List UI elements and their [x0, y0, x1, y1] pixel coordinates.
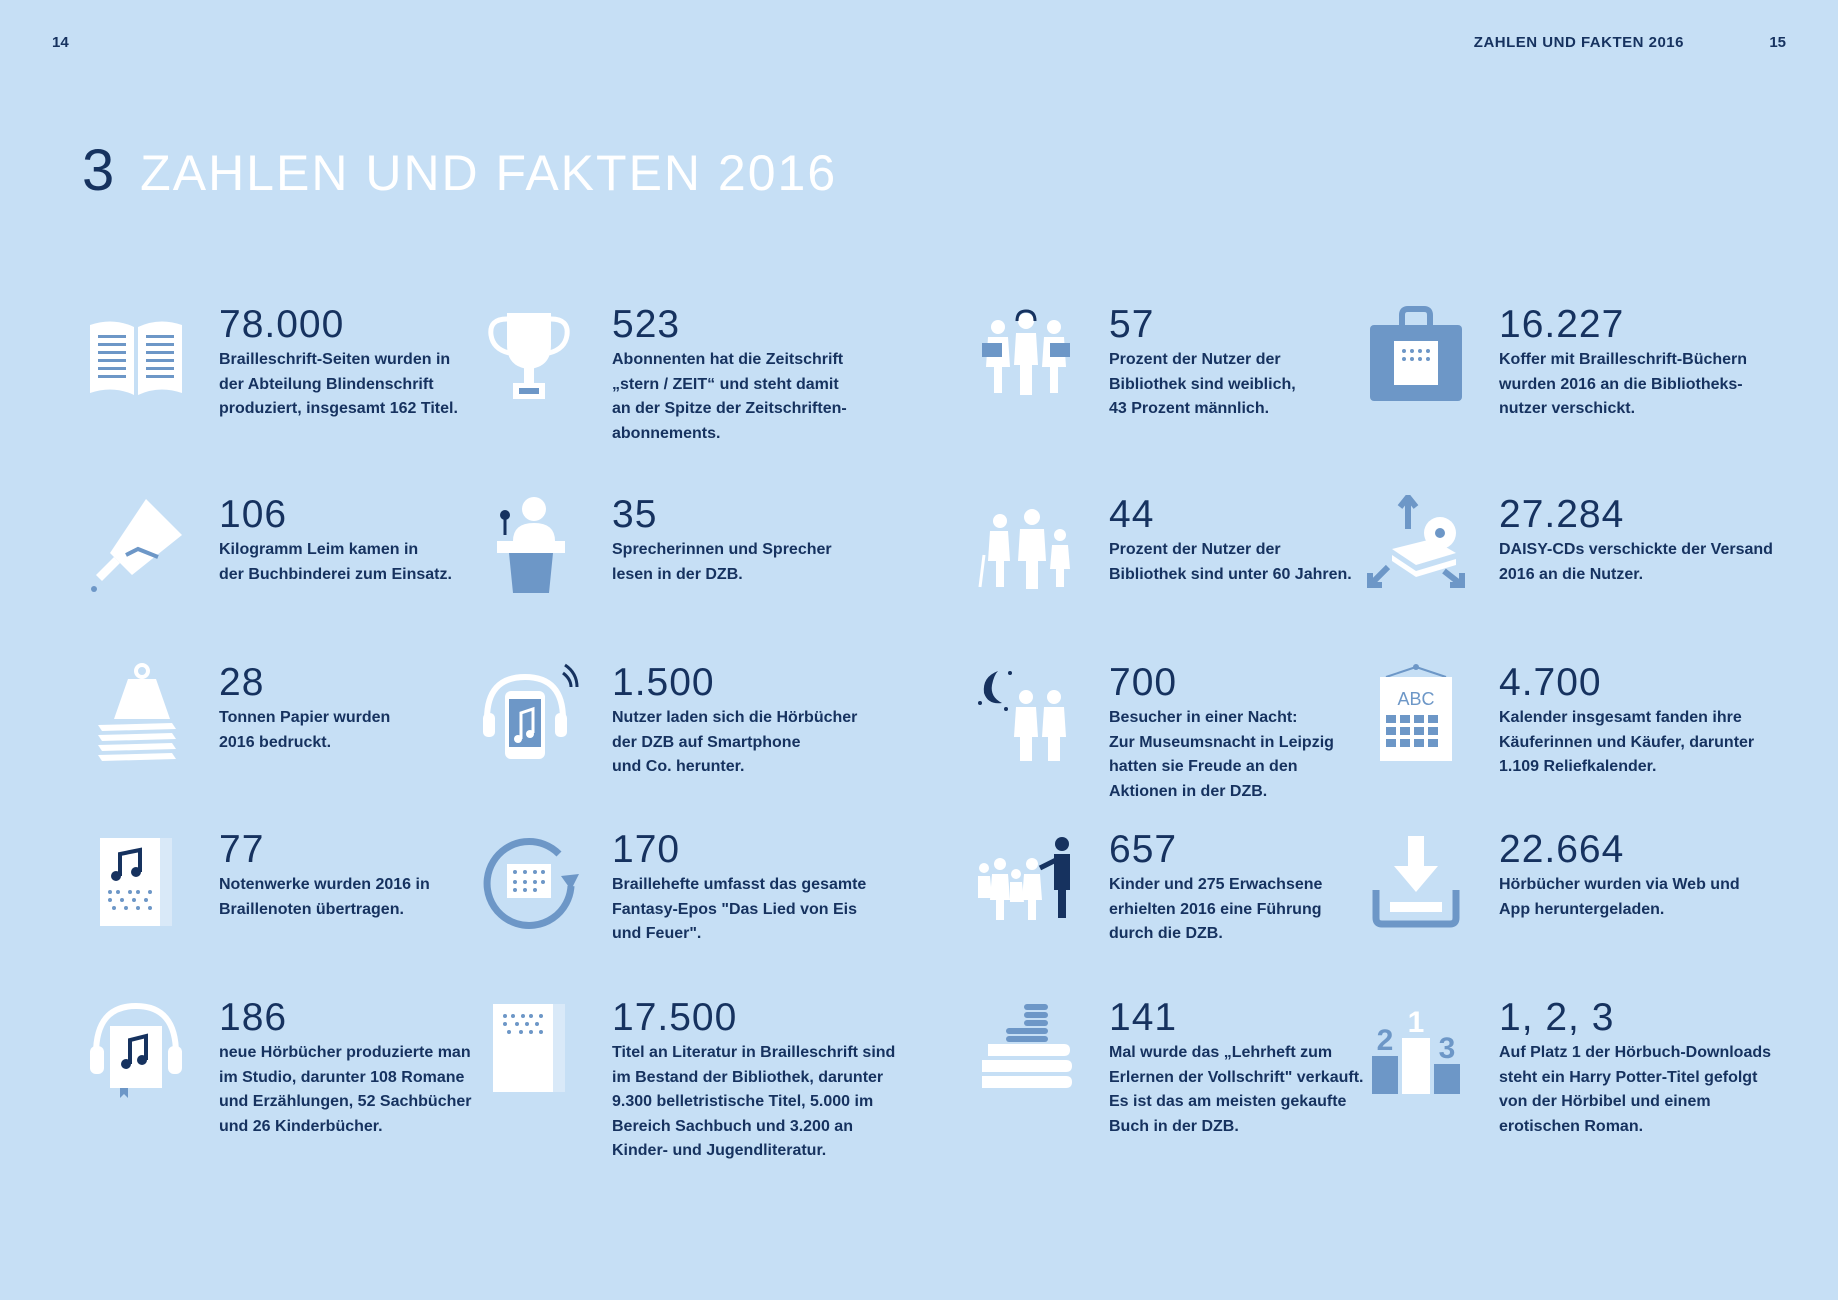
fact-number: 523 [612, 303, 681, 346]
fact-number: 170 [612, 828, 681, 871]
page-number-right: 15 [1769, 34, 1786, 51]
download-icon [1366, 830, 1466, 930]
glue-tube-icon [86, 495, 186, 595]
fact-number: 106 [219, 493, 288, 536]
fact-text: neue Hörbücher produzierte man im Studio, darunter 108 Romane und Erzählungen, 52 Sachbücher und 26 Kinderbücher. [219, 1044, 472, 1135]
fact-text: DAISY-CDs verschickte der Versand 2016 an die Nutzer. [1499, 541, 1773, 583]
fact-text: Kinder und 275 Erwachsene erhielten 2016 eine Führung durch die DZB. [1109, 876, 1323, 943]
family-generations-icon [976, 495, 1076, 595]
guided-tour-icon [976, 830, 1076, 930]
fact-number: 78.000 [219, 303, 345, 346]
audiobook-headphones-icon [86, 998, 186, 1098]
circular-braille-icon [479, 830, 579, 930]
trophy-icon [479, 305, 579, 405]
svg-text:2: 2 [1376, 1024, 1394, 1057]
fact-text: Braillehefte umfasst das gesamte Fantasy-Epos "Das Lied von Eis und Feuer". [612, 876, 867, 943]
fact-number: 16.227 [1499, 303, 1625, 346]
cd-shipping-icon [1366, 495, 1466, 595]
smartphone-headphones-icon [479, 663, 579, 763]
fact-number: 657 [1109, 828, 1178, 871]
fact-number: 77 [219, 828, 265, 871]
podium-ranking-icon [1366, 998, 1466, 1098]
fact-text: Kilogramm Leim kamen in der Buchbinderei zum Einsatz. [219, 541, 452, 583]
fact-number: 35 [612, 493, 658, 536]
suitcase-book-icon [1366, 305, 1466, 405]
speaker-podium-icon [479, 495, 579, 595]
fact-text: Notenwerke wurden 2016 in Braillenoten übertragen. [219, 876, 430, 918]
fact-text: Tonnen Papier wurden 2016 bedruckt. [219, 709, 391, 751]
books-coins-icon [976, 998, 1076, 1098]
fact-number: 57 [1109, 303, 1155, 346]
fact-text: Mal wurde das „Lehrheft zum Erlernen der Vollschrift" verkauft. Es ist das am meisten gekaufte Buch in der DZB. [1109, 1044, 1364, 1135]
fact-number: 17.500 [612, 996, 738, 1039]
svg-text:3: 3 [1438, 1032, 1456, 1065]
fact-text: Abonnenten hat die Zeitschrift „stern / ZEIT“ und steht damit an der Spitze der Zeitschriften- abonnements. [612, 351, 847, 442]
calendar-icon [1366, 663, 1466, 763]
fact-text: Koffer mit Brailleschrift-Büchern wurden 2016 an die Bibliotheks- nutzer verschickt. [1499, 351, 1748, 418]
svg-text:ABC: ABC [1397, 689, 1435, 709]
fact-text: Hörbücher wurden via Web und App heruntergeladen. [1499, 876, 1740, 918]
open-braille-book-icon [86, 305, 186, 405]
fact-number: 22.664 [1499, 828, 1625, 871]
users-reading-icon [976, 305, 1076, 405]
page-title [82, 138, 838, 203]
fact-number: 28 [219, 661, 265, 704]
braille-music-book-icon [86, 830, 186, 930]
fact-text: Besucher in einer Nacht: Zur Museumsnacht in Leipzig hatten sie Freude an den Aktionen in der DZB. [1109, 709, 1334, 800]
fact-number: 141 [1109, 996, 1178, 1039]
page-number-left: 14 [52, 34, 69, 51]
running-head: ZAHLEN UND FAKTEN 2016 [1473, 34, 1684, 51]
fact-text: Sprecherinnen und Sprecher lesen in der DZB. [612, 541, 832, 583]
fact-text: Kalender insgesamt fanden ihre Käuferinnen und Käufer, darunter 1.109 Reliefkalender. [1499, 709, 1755, 776]
fact-text: Brailleschrift-Seiten wurden in der Abteilung Blindenschrift produziert, insgesamt 162 Titel. [219, 351, 458, 418]
chapter-number: 3 [82, 138, 117, 203]
fact-text: Prozent der Nutzer der Bibliothek sind weiblich, 43 Prozent männlich. [1109, 351, 1296, 418]
title-text: ZAHLEN UND FAKTEN 2016 [140, 145, 838, 201]
fact-number: 44 [1109, 493, 1155, 536]
fact-number: 27.284 [1499, 493, 1625, 536]
fact-text: Nutzer laden sich die Hörbücher der DZB auf Smartphone und Co. herunter. [612, 709, 858, 776]
fact-number: 186 [219, 996, 288, 1039]
fact-text: Titel an Literatur in Brailleschrift sind im Bestand der Bibliothek, darunter 9.300 belletristische Titel, 5.000 im Bereich Sachbuch und 3.200 an Kinder- und Jugendliteratur. [612, 1044, 896, 1160]
fact-text: Prozent der Nutzer der Bibliothek sind unter 60 Jahren. [1109, 541, 1352, 583]
braille-book-icon [479, 998, 579, 1098]
fact-number: 700 [1109, 661, 1178, 704]
fact-text: Auf Platz 1 der Hörbuch-Downloads steht ein Harry Potter-Titel gefolgt von der Hörbibel und einem erotischen Roman. [1499, 1044, 1772, 1135]
weight-paper-stack-icon [86, 663, 186, 763]
fact-number: 4.700 [1499, 661, 1602, 704]
fact-number: 1.500 [612, 661, 715, 704]
svg-text:1: 1 [1407, 1006, 1425, 1039]
night-visitors-icon [976, 663, 1076, 763]
fact-number: 1, 2, 3 [1499, 996, 1615, 1039]
